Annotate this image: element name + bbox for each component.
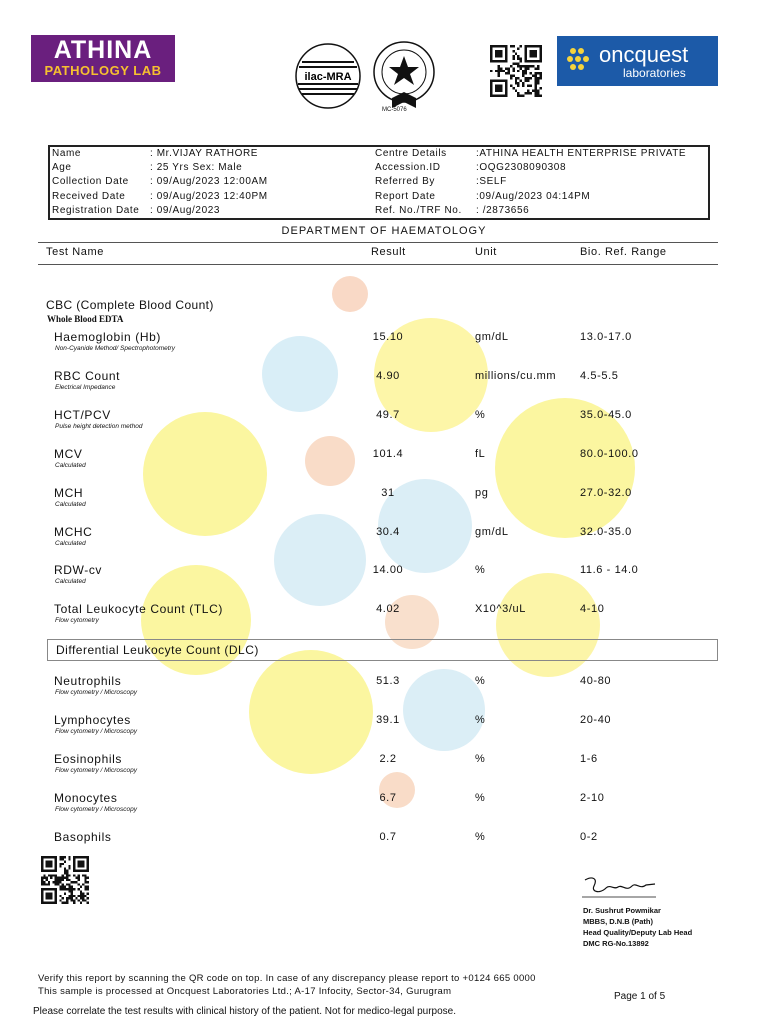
qr-code-top (489, 45, 543, 97)
test-name: Basophils (54, 829, 112, 844)
test-result: 101.4 (372, 447, 404, 460)
patient-field-label: Registration Date (52, 204, 140, 216)
test-result: 4.90 (376, 369, 400, 382)
patient-field-value: :ATHINA HEALTH ENTERPRISE PRIVATE (476, 148, 687, 159)
test-unit: gm/dL (475, 525, 509, 538)
test-range: 32.0-35.0 (580, 525, 632, 538)
test-unit: pg (475, 486, 489, 499)
department-title: DEPARTMENT OF HAEMATOLOGY (281, 225, 487, 237)
patient-field-label: Ref. No./TRF No. (375, 204, 462, 216)
logo-title: ATHINA (53, 36, 153, 64)
test-result: 6.7 (379, 791, 397, 804)
patient-field-value: :OQG2308090308 (476, 162, 567, 174)
decorative-circle (496, 573, 600, 677)
qr-code-bottom (40, 856, 90, 904)
test-result: 0.7 (379, 830, 397, 843)
test-range: 11.6 - 14.0 (580, 564, 639, 577)
divider (38, 242, 718, 243)
test-method: Flow cytometry / Microscopy (55, 727, 137, 735)
test-result: 2.2 (379, 752, 397, 765)
test-method: Flow cytometry (55, 617, 99, 625)
test-method: Flow cytometry / Microscopy (55, 766, 137, 774)
test-unit: X10^3/uL (475, 603, 526, 616)
test-name: Eosinophils (54, 751, 122, 766)
divider (38, 264, 718, 265)
patient-field-label: Referred By (375, 176, 435, 188)
decorative-circle (274, 514, 366, 606)
test-name: Monocytes (54, 790, 118, 805)
specimen-type: Whole Blood EDTA (47, 314, 124, 324)
test-name: RBC Count (54, 368, 121, 383)
decorative-circle (305, 436, 355, 486)
dlc-title: Differential Leukocyte Count (DLC) (56, 643, 259, 657)
test-range: 4.5-5.5 (580, 369, 619, 382)
column-test-name: Test Name (46, 246, 104, 258)
patient-field-label: Centre Details (375, 148, 447, 159)
logo-subtitle: PATHOLOGY LAB (44, 63, 162, 78)
test-result: 31 (381, 486, 395, 499)
test-result: 49.7 (376, 408, 400, 421)
test-range: 40-80 (580, 675, 612, 687)
test-name: Total Leukocyte Count (TLC) (54, 602, 223, 617)
decorative-circle (332, 276, 368, 312)
footer-verify-note: Verify this report by scanning the QR code on top. In case of any discrepancy please report to +0124 665 0000 (38, 973, 536, 984)
dlc-header (47, 639, 718, 661)
decorative-circle (249, 650, 373, 774)
patient-field-label: Received Date (52, 190, 126, 202)
patient-field-value: : 09/Aug/2023 12:40PM (150, 190, 268, 202)
test-unit: % (475, 752, 486, 765)
ilac-label: ilac-MRA (304, 71, 352, 83)
test-unit: % (475, 830, 486, 843)
patient-field-label: Name (52, 148, 82, 159)
doctor-designation: Head Quality/Deputy Lab Head (583, 928, 693, 937)
test-method: Calculated (55, 500, 86, 508)
test-range: 20-40 (580, 713, 612, 726)
test-result: 4.02 (376, 603, 400, 616)
oncquest-logo (557, 36, 718, 86)
test-result: 14.00 (372, 564, 404, 577)
patient-field-value: :SELF (476, 176, 507, 188)
test-name: Neutrophils (54, 674, 122, 688)
patient-field-value: : /2873656 (476, 204, 530, 216)
decorative-circle (403, 669, 485, 751)
test-unit: % (475, 408, 486, 421)
test-name: Lymphocytes (54, 712, 131, 727)
doctor-qualification: MBBS, D.N.B (Path) (583, 917, 653, 926)
patient-field-value: : Mr.VIJAY RATHORE (150, 148, 259, 159)
doctor-signature (580, 872, 660, 902)
doctor-name: Dr. Sushrut Powmikar (583, 906, 661, 915)
test-unit: millions/cu.mm (475, 369, 557, 382)
test-unit: % (475, 713, 486, 726)
doctor-registration: DMC RG-No.13892 (583, 939, 649, 948)
test-name: MCV (54, 446, 83, 461)
footer-processed-note: This sample is processed at Oncquest Laboratories Ltd.; A-17 Infocity, Sector-34, Gurugram (38, 986, 452, 997)
test-result: 15.10 (372, 331, 404, 343)
test-unit: gm/dL (475, 331, 509, 343)
test-unit: % (475, 564, 486, 577)
test-method: Pulse height detection method (55, 422, 143, 430)
test-range: 13.0-17.0 (580, 331, 632, 343)
column-range: Bio. Ref. Range (580, 246, 667, 258)
column-unit: Unit (475, 246, 497, 258)
test-method: Non-Cyanide Method/ Spectrophotometry (55, 345, 175, 352)
test-name: HCT/PCV (54, 407, 111, 422)
test-unit: % (475, 791, 486, 804)
test-range: 2-10 (580, 791, 605, 804)
decorative-circle (262, 336, 338, 412)
test-method: Calculated (55, 539, 86, 547)
test-method: Flow cytometry / Microscopy (55, 805, 137, 813)
test-range: 0-2 (580, 830, 598, 843)
test-method: Calculated (55, 578, 86, 586)
test-method: Calculated (55, 461, 86, 469)
patient-field-value: : 09/Aug/2023 (150, 204, 221, 216)
test-name: RDW-cv (54, 563, 103, 578)
ilac-mra-seal (294, 42, 362, 110)
test-method: Flow cytometry / Microscopy (55, 689, 137, 696)
test-result: 51.3 (376, 675, 400, 687)
test-name: MCH (54, 485, 84, 500)
patient-field-value: :09/Aug/2023 04:14PM (476, 190, 591, 202)
patient-field-label: Collection Date (52, 176, 129, 188)
disclaimer: Please correlate the test results with clinical history of the patient. Not for medico-legal purpose. (33, 1006, 456, 1017)
oncquest-dots-icon (565, 45, 595, 75)
page-number: Page 1 of 5 (614, 991, 666, 1002)
test-name: Haemoglobin (Hb) (54, 330, 161, 344)
patient-field-label: Report Date (375, 190, 436, 202)
athina-logo (31, 35, 175, 82)
patient-field-value: : 09/Aug/2023 12:00AM (150, 176, 268, 188)
column-result: Result (371, 246, 406, 258)
test-range: 1-6 (580, 752, 598, 765)
test-range: 27.0-32.0 (580, 486, 632, 499)
oncquest-name: oncquest (599, 42, 689, 67)
test-range: 80.0-100.0 (580, 447, 639, 460)
test-result: 30.4 (376, 525, 400, 538)
test-range: 4-10 (580, 603, 605, 616)
doctor-details (583, 905, 692, 949)
test-name: MCHC (54, 524, 93, 539)
decorative-circle (143, 412, 267, 536)
test-unit: % (475, 675, 486, 687)
oncquest-sub: laboratories (623, 66, 686, 80)
test-range: 35.0-45.0 (580, 408, 632, 421)
test-result: 39.1 (376, 713, 400, 726)
patient-field-label: Accession.ID (375, 162, 441, 174)
nabl-certificate-number: MC-5076 (382, 107, 407, 113)
nabl-seal (372, 40, 436, 116)
section-title: CBC (Complete Blood Count) (46, 298, 214, 312)
patient-field-label: Age (52, 162, 72, 174)
patient-field-value: : 25 Yrs Sex: Male (150, 162, 243, 174)
test-unit: fL (475, 447, 486, 460)
test-method: Electrical Impedance (55, 383, 116, 391)
